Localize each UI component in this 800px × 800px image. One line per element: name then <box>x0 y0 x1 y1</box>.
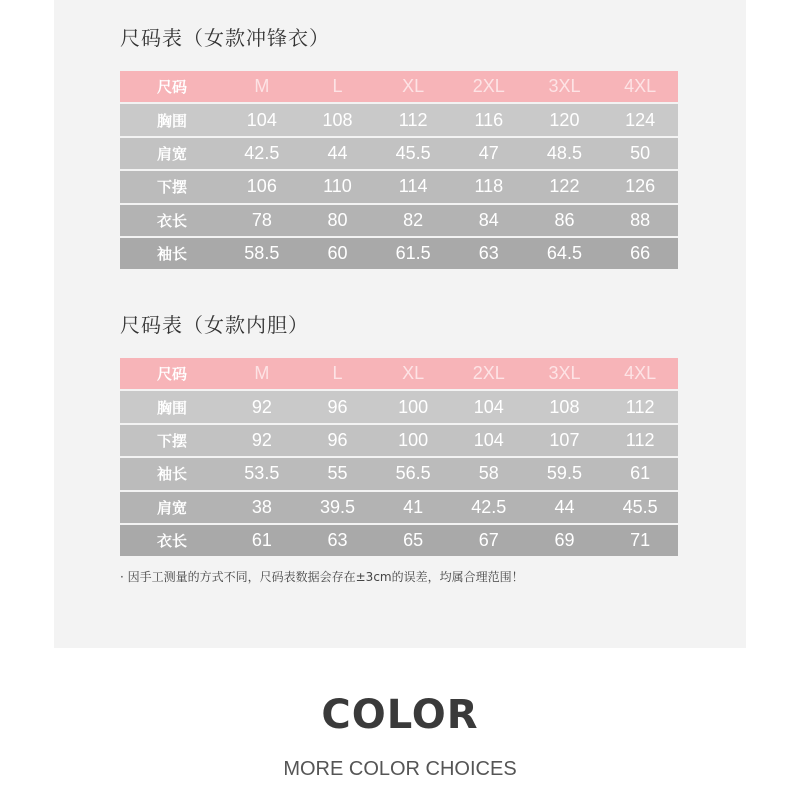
table-cell: 126 <box>602 171 678 202</box>
table-cell: 96 <box>300 391 376 422</box>
header-cell: 3XL <box>527 358 603 389</box>
table-cell: 124 <box>602 104 678 135</box>
header-cell: 4XL <box>602 71 678 102</box>
table-cell: 92 <box>224 391 300 422</box>
table-cell: 44 <box>527 492 603 523</box>
table-cell: 39.5 <box>300 492 376 523</box>
table-row <box>120 138 678 169</box>
table-cell: 67 <box>451 525 527 556</box>
color-heading: COLOR <box>321 692 479 738</box>
table-cell: 65 <box>375 525 451 556</box>
row-label: 肩宽 <box>120 138 224 169</box>
table-cell: 71 <box>602 525 678 556</box>
table-cell: 45.5 <box>602 492 678 523</box>
table-cell: 112 <box>602 391 678 422</box>
table-cell: 96 <box>300 425 376 456</box>
header-cell: L <box>300 71 376 102</box>
table-row <box>120 458 678 489</box>
table-header-row <box>120 358 678 389</box>
table-cell: 104 <box>451 391 527 422</box>
table-row <box>120 104 678 135</box>
table-cell: 100 <box>375 391 451 422</box>
table-cell: 50 <box>602 138 678 169</box>
row-label: 胸围 <box>120 391 224 422</box>
table-cell: 118 <box>451 171 527 202</box>
header-cell: 4XL <box>602 358 678 389</box>
table-cell: 92 <box>224 425 300 456</box>
table-cell: 44 <box>300 138 376 169</box>
table-cell: 104 <box>224 104 300 135</box>
table-cell: 58.5 <box>224 238 300 269</box>
table-title-jacket: 尺码表（女款冲锋衣） <box>120 26 330 50</box>
header-cell: L <box>300 358 376 389</box>
table-cell: 107 <box>527 425 603 456</box>
table-cell: 114 <box>375 171 451 202</box>
size-table-jacket <box>120 69 678 271</box>
measurement-note: · 因手工测量的方式不同，尺码表数据会存在±3cm的误差，均属合理范围！ <box>120 570 524 584</box>
table-row <box>120 238 678 269</box>
table-cell: 84 <box>451 205 527 236</box>
table-cell: 61 <box>602 458 678 489</box>
table-cell: 122 <box>527 171 603 202</box>
row-label: 衣长 <box>120 525 224 556</box>
table-cell: 61.5 <box>375 238 451 269</box>
row-label: 下摆 <box>120 171 224 202</box>
row-label: 袖长 <box>120 238 224 269</box>
table-cell: 69 <box>527 525 603 556</box>
table-cell: 108 <box>300 104 376 135</box>
table-row <box>120 171 678 202</box>
table-cell: 66 <box>602 238 678 269</box>
header-cell: 2XL <box>451 71 527 102</box>
header-cell: M <box>224 71 300 102</box>
table-cell: 63 <box>300 525 376 556</box>
header-cell: 3XL <box>527 71 603 102</box>
table-cell: 60 <box>300 238 376 269</box>
table-cell: 61 <box>224 525 300 556</box>
row-label: 下摆 <box>120 425 224 456</box>
table-cell: 38 <box>224 492 300 523</box>
table-row <box>120 391 678 422</box>
table-cell: 55 <box>300 458 376 489</box>
header-cell: XL <box>375 71 451 102</box>
table-cell: 41 <box>375 492 451 523</box>
header-cell: 尺码 <box>120 71 224 102</box>
table-cell: 58 <box>451 458 527 489</box>
table-cell: 56.5 <box>375 458 451 489</box>
row-label: 肩宽 <box>120 492 224 523</box>
table-cell: 104 <box>451 425 527 456</box>
header-cell: M <box>224 358 300 389</box>
header-cell: 尺码 <box>120 358 224 389</box>
table-cell: 42.5 <box>451 492 527 523</box>
color-subheading: MORE COLOR CHOICES <box>283 758 517 780</box>
table-cell: 110 <box>300 171 376 202</box>
table-cell: 106 <box>224 171 300 202</box>
size-table-liner <box>120 356 678 558</box>
row-label: 胸围 <box>120 104 224 135</box>
table-cell: 64.5 <box>527 238 603 269</box>
table-cell: 47 <box>451 138 527 169</box>
table-title-liner: 尺码表（女款内胆） <box>120 313 309 337</box>
table-cell: 108 <box>527 391 603 422</box>
table-cell: 100 <box>375 425 451 456</box>
table-cell: 112 <box>375 104 451 135</box>
header-cell: XL <box>375 358 451 389</box>
table-cell: 120 <box>527 104 603 135</box>
table-row <box>120 425 678 456</box>
table-cell: 78 <box>224 205 300 236</box>
table-cell: 53.5 <box>224 458 300 489</box>
table-cell: 86 <box>527 205 603 236</box>
row-label: 袖长 <box>120 458 224 489</box>
table-cell: 45.5 <box>375 138 451 169</box>
table-cell: 116 <box>451 104 527 135</box>
table-cell: 88 <box>602 205 678 236</box>
table-row <box>120 205 678 236</box>
row-label: 衣长 <box>120 205 224 236</box>
table-cell: 63 <box>451 238 527 269</box>
table-row <box>120 525 678 556</box>
table-cell: 59.5 <box>527 458 603 489</box>
table-cell: 82 <box>375 205 451 236</box>
table-cell: 80 <box>300 205 376 236</box>
table-header-row <box>120 71 678 102</box>
table-cell: 48.5 <box>527 138 603 169</box>
table-cell: 112 <box>602 425 678 456</box>
header-cell: 2XL <box>451 358 527 389</box>
table-row <box>120 492 678 523</box>
table-cell: 42.5 <box>224 138 300 169</box>
